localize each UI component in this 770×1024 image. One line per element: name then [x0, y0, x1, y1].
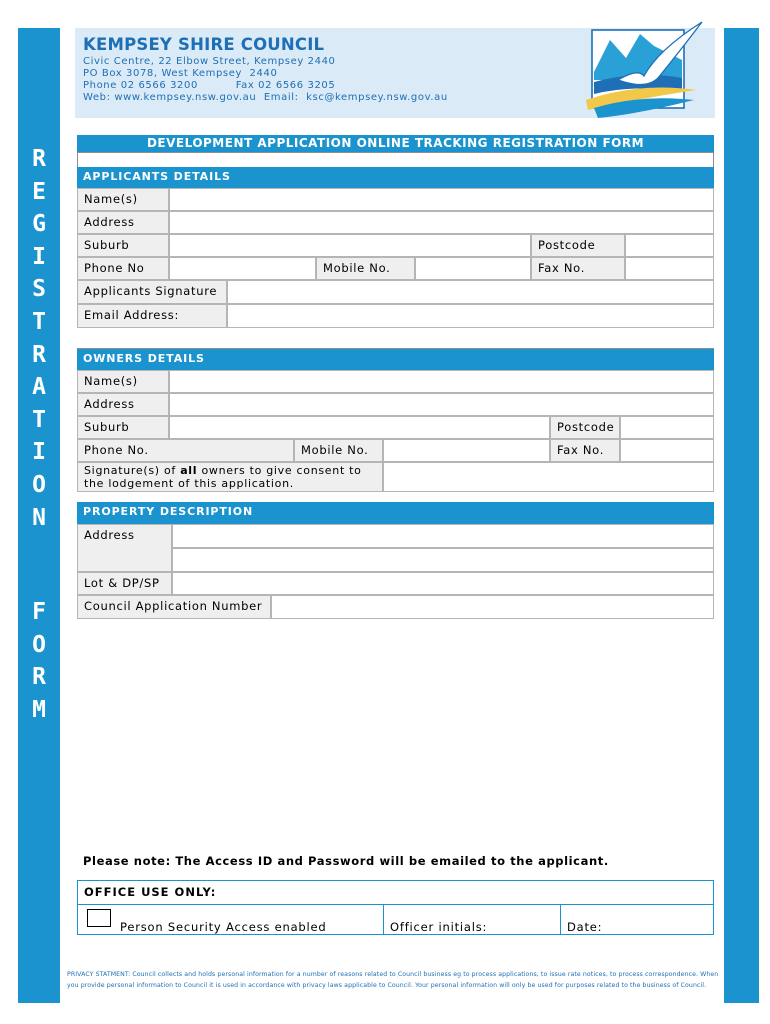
owner-postcode-label: Postcode — [550, 416, 620, 439]
property-lot-field[interactable] — [172, 572, 714, 595]
address-line: Civic Centre, 22 Elbow Street, Kempsey 2440 — [83, 56, 336, 67]
owner-signature-field[interactable] — [383, 462, 714, 492]
applicant-phone-label: Phone No — [77, 257, 169, 280]
property-address-label: Address — [77, 524, 172, 572]
owner-names-label: Name(s) — [77, 370, 169, 393]
applicant-mobile-label: Mobile No. — [316, 257, 415, 280]
applicant-names-label: Name(s) — [77, 188, 169, 211]
applicant-suburb-field[interactable] — [169, 234, 531, 257]
office-use-row — [77, 905, 714, 935]
owner-suburb-field[interactable] — [169, 416, 550, 439]
applicant-postcode-label: Postcode — [531, 234, 625, 257]
applicant-email-field[interactable] — [227, 304, 714, 328]
security-access-cell — [78, 905, 384, 934]
property-address-field-2[interactable] — [172, 548, 714, 572]
applicant-address-field[interactable] — [169, 211, 714, 234]
right-side-bar — [724, 28, 759, 1003]
owner-address-field[interactable] — [169, 393, 714, 416]
applicant-phone-field[interactable] — [169, 257, 316, 280]
owner-mobile-label: Mobile No. — [294, 439, 383, 462]
council-application-number-field[interactable] — [271, 595, 714, 619]
applicant-mobile-field[interactable] — [415, 257, 531, 280]
owner-names-field[interactable] — [169, 370, 714, 393]
applicant-names-field[interactable] — [169, 188, 714, 211]
form-title: DEVELOPMENT APPLICATION ONLINE TRACKING REGISTRATION FORM — [77, 135, 714, 152]
owner-suburb-label: Suburb — [77, 416, 169, 439]
applicant-fax-label: Fax No. — [531, 257, 625, 280]
owner-fax-field[interactable] — [620, 439, 714, 462]
applicants-details-heading: APPLICANTS DETAILS — [77, 167, 714, 188]
owners-details-heading: OWNERS DETAILS — [77, 349, 714, 370]
council-name: KEMPSEY SHIRE COUNCIL — [83, 35, 325, 54]
date-label: Date: — [567, 920, 603, 934]
applicant-suburb-label: Suburb — [77, 234, 169, 257]
council-logo — [578, 20, 706, 125]
property-lot-label: Lot & DP/SP — [77, 572, 172, 595]
owner-signature-label: Signature(s) of all owners to give consent to the lodgement of this application. — [77, 462, 383, 492]
password-email-note: Please note: The Access ID and Password will be emailed to the applicant. — [83, 854, 609, 868]
owner-mobile-field[interactable] — [383, 439, 550, 462]
property-address-field-1[interactable] — [172, 524, 714, 548]
po-box-line: PO Box 3078, West Kempsey 2440 — [83, 68, 278, 79]
property-description-heading: PROPERTY DESCRIPTION — [77, 502, 714, 524]
vertical-title-registration: R E G I S T R A T I O N — [32, 146, 46, 531]
applicant-address-label: Address — [77, 211, 169, 234]
applicant-postcode-field[interactable] — [625, 234, 714, 257]
owner-postcode-field[interactable] — [620, 416, 714, 439]
security-access-label: Person Security Access enabled — [120, 920, 327, 934]
date-cell[interactable] — [561, 905, 714, 934]
office-use-heading: OFFICE USE ONLY: — [77, 880, 714, 905]
officer-initials-cell[interactable] — [384, 905, 561, 934]
privacy-statement: PRIVACY STATMENT: Council collects and holds personal information for a number of reasons related to Council business eg to process applications, to issue rate notices, to process correspondence. When you provide personal information to Council it is used in accordance with privacy laws applicable to Council. Your personal information will only be used for purposes related to the business of Council. — [67, 971, 719, 989]
owner-address-label: Address — [77, 393, 169, 416]
applicant-email-label: Email Address: — [77, 304, 227, 328]
applicant-signature-field[interactable] — [227, 280, 714, 304]
applicant-signature-label: Applicants Signature — [77, 280, 227, 304]
applicant-fax-field[interactable] — [625, 257, 714, 280]
phone-line: Phone 02 6566 3200 Fax 02 6566 3205 — [83, 80, 336, 91]
council-application-number-label: Council Application Number — [77, 595, 271, 619]
web-line: Web: www.kempsey.nsw.gov.au Email: ksc@kempsey.nsw.gov.au — [83, 92, 448, 103]
owner-fax-label: Fax No. — [550, 439, 620, 462]
security-access-checkbox[interactable] — [87, 909, 111, 927]
owner-phone-label: Phone No. — [77, 439, 294, 462]
officer-initials-label: Officer initials: — [390, 920, 488, 934]
vertical-title-form: F O R M — [32, 599, 46, 723]
